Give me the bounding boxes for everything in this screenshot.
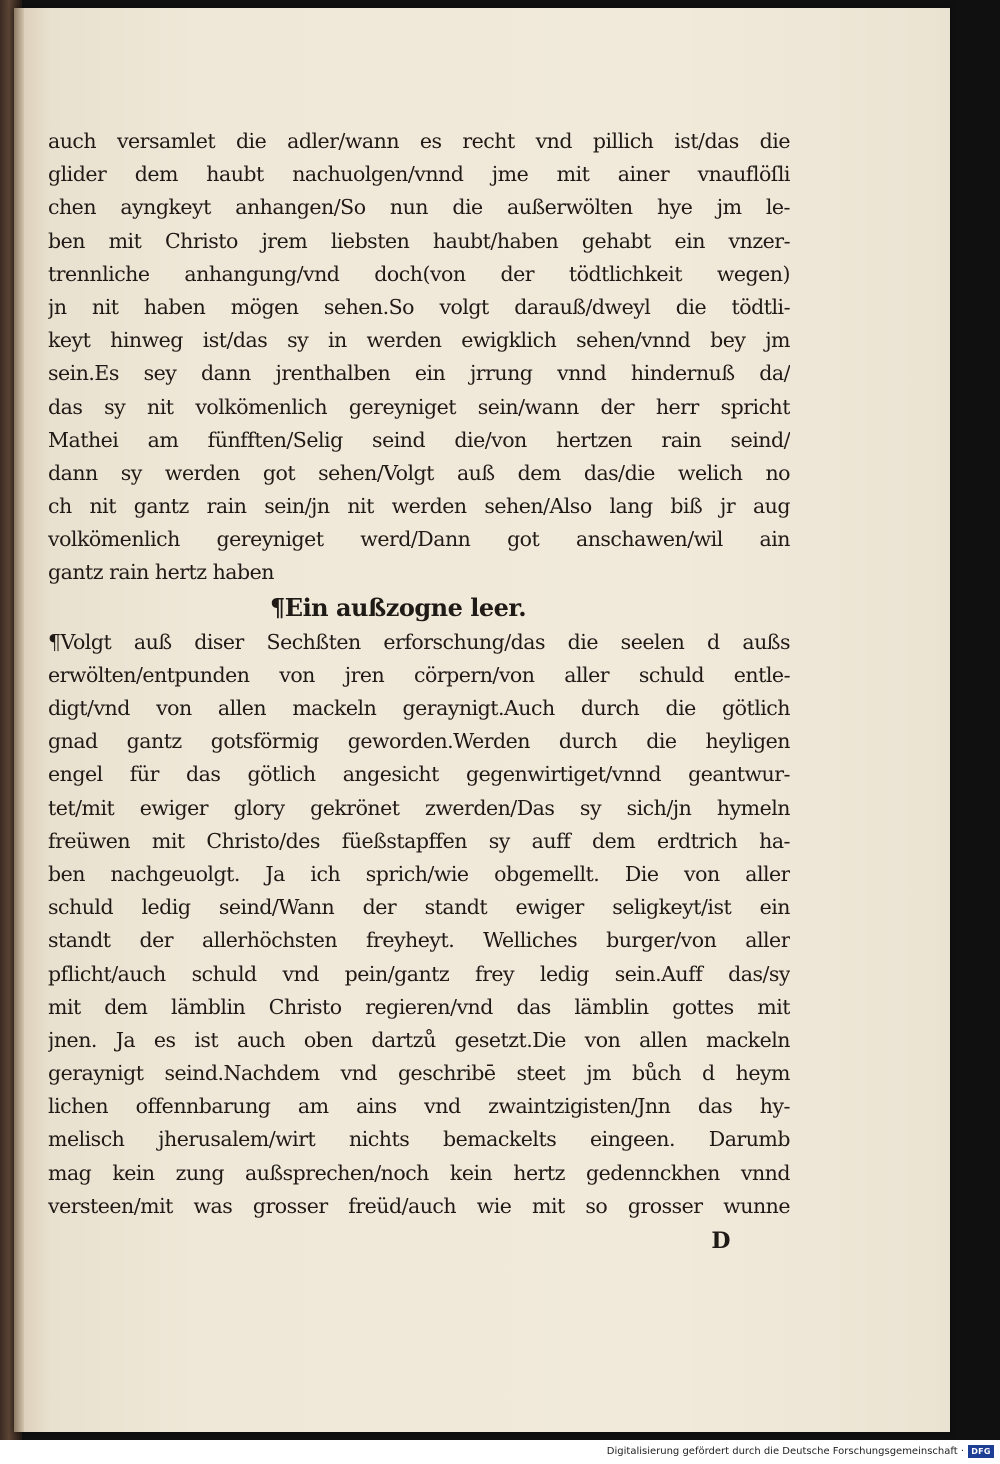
funding-note: Digitalisierung gefördert durch die Deutsche Forschungsgemeinschaft · bbox=[606, 1446, 964, 1457]
text-line: erwölten/entpunden von jren cörpern/von aller schuld entle- bbox=[48, 662, 790, 687]
text-line: gantz rain hertz haben bbox=[48, 560, 274, 585]
text-line: jn nit haben mögen sehen.So volgt darauß/dweyl die tödtli- bbox=[48, 294, 790, 319]
page-gutter bbox=[14, 8, 24, 1432]
text-line: mit dem lämblin Christo regieren/vnd das lämblin gottes mit bbox=[48, 994, 790, 1019]
text-line: das sy nit volkömenlich gereyniget sein/wann der herr spricht bbox=[48, 394, 790, 419]
text-line: sein.Es sey dann jrenthalben ein jrrung vnnd hindernuß da/ bbox=[48, 361, 790, 386]
text-line: ¶Volgt auß diser Sechßten erforschung/das die seelen d außs bbox=[48, 629, 790, 654]
text-line: chen ayngkeyt anhangen/So nun die außerwölten hye jm le- bbox=[48, 195, 790, 220]
text-line: pflicht/auch schuld vnd pein/gantz frey ledig sein.Auff das/sy bbox=[48, 961, 790, 986]
text-line: ch nit gantz rain sein/jn nit werden sehen/Also lang biß jr aug bbox=[48, 494, 790, 519]
text-line: melisch jherusalem/wirt nichts bemackelts eingeen. Darumb bbox=[48, 1127, 790, 1152]
text-line: engel für das götlich angesicht gegenwirtiget/vnnd geantwur- bbox=[48, 762, 790, 787]
text-line: dann sy werden got sehen/Volgt auß dem das/die welich no bbox=[48, 460, 790, 485]
dfg-logo-icon: DFG bbox=[968, 1445, 994, 1458]
text-line: schuld ledig seind/Wann der standt ewiger seligkeyt/ist ein bbox=[48, 895, 790, 920]
text-line: gnad gantz gotsförmig geworden.Werden durch die heyligen bbox=[48, 729, 790, 754]
text-line: freüwen mit Christo/des füeßstapffen sy auff dem erdtrich ha- bbox=[48, 828, 790, 853]
text-line: auch versamlet die adler/wann es recht vnd pillich ist/das die bbox=[48, 129, 790, 153]
text-line: ben mit Christo jrem liebsten haubt/haben gehabt ein vnzer- bbox=[48, 228, 790, 253]
paragraph-2 bbox=[48, 626, 790, 1223]
page-text bbox=[48, 125, 790, 1259]
text-line: jnen. Ja es ist auch oben dartzů gesetzt.Die von allen mackeln bbox=[48, 1027, 790, 1052]
text-line: geraynigt seind.Nachdem vnd geschribē steet jm bůch d heym bbox=[48, 1061, 790, 1086]
text-line: versteen/mit was grosser freüd/auch wie mit so grosser wunne bbox=[48, 1193, 790, 1218]
catchword: D bbox=[711, 1228, 730, 1254]
text-line: trennliche anhangung/vnd doch(von der tödtlichkeit wegen) bbox=[48, 261, 790, 286]
text-line: keyt hinweg ist/das sy in werden ewigklich sehen/vnnd bey jm bbox=[48, 328, 790, 353]
paragraph-1 bbox=[48, 125, 790, 590]
text-line: Mathei am fünfften/Selig seind die/von hertzen rain seind/ bbox=[48, 427, 790, 452]
text-line: volkömenlich gereyniget werd/Dann got anschawen/wil ain bbox=[48, 527, 790, 552]
text-line: digt/vnd von allen mackeln geraynigt.Auch durch die götlich bbox=[48, 696, 790, 720]
text-line: glider dem haubt nachuolgen/vnnd jme mit ainer vnauflöſli bbox=[48, 162, 790, 187]
footer-bar bbox=[0, 1440, 1000, 1464]
text-line: ben nachgeuolgt. Ja ich sprich/wie obgemellt. Die von aller bbox=[48, 861, 790, 886]
text-line: lichen offennbarung am ains vnd zwaintzigisten/Jnn das hy- bbox=[48, 1094, 790, 1119]
text-line: standt der allerhöchsten freyheyt. Welliches burger/von aller bbox=[48, 928, 790, 953]
text-line: mag kein zung außsprechen/noch kein hertz gedennckhen vnnd bbox=[48, 1160, 790, 1185]
section-heading: ¶Ein außzogne leer. bbox=[270, 592, 527, 622]
text-line: tet/mit ewiger glory gekrönet zwerden/Das sy sich/jn hymeln bbox=[48, 795, 790, 820]
